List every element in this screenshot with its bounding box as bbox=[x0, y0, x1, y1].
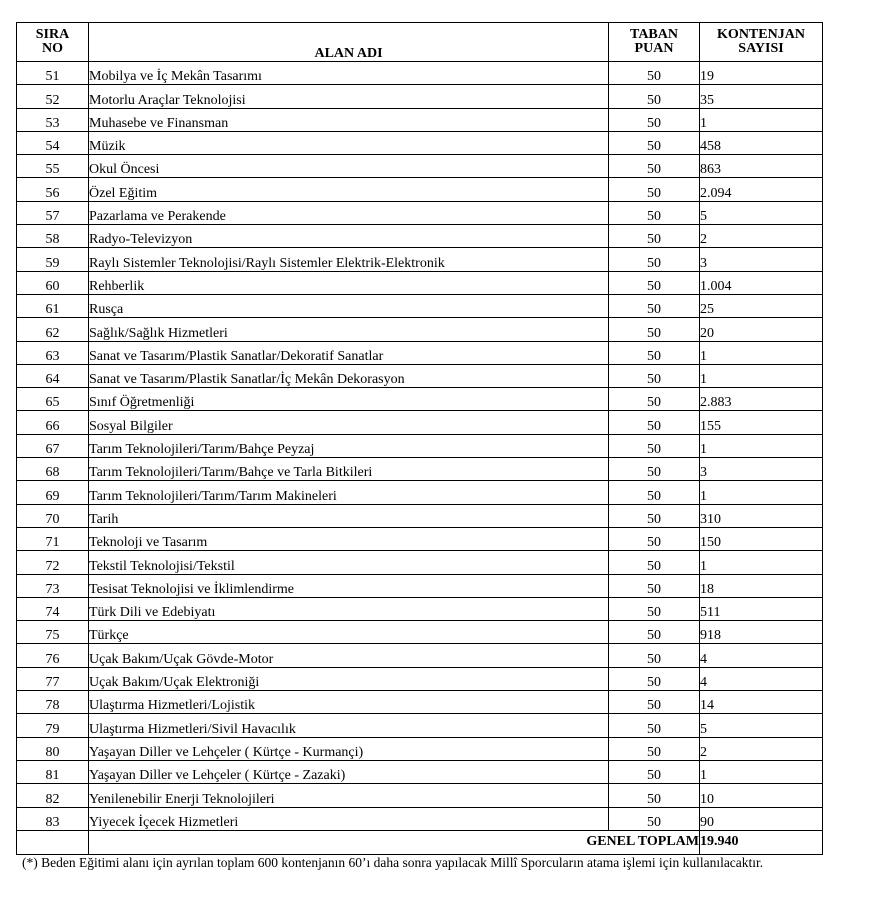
table-row bbox=[17, 85, 823, 108]
cell-taban-puan: 50 bbox=[609, 364, 700, 387]
cell-kontenjan-sayisi: 1 bbox=[700, 760, 823, 783]
table-row bbox=[17, 108, 823, 131]
header-alan-adi: ALAN ADI bbox=[89, 23, 609, 62]
cell-sira-no: 64 bbox=[17, 364, 89, 387]
table-row bbox=[17, 388, 823, 411]
cell-kontenjan-sayisi: 918 bbox=[700, 621, 823, 644]
cell-sira-no: 73 bbox=[17, 574, 89, 597]
cell-sira-no: 76 bbox=[17, 644, 89, 667]
table-row bbox=[17, 691, 823, 714]
cell-alan-adi: Özel Eğitim bbox=[89, 178, 609, 201]
cell-kontenjan-sayisi: 19 bbox=[700, 62, 823, 85]
cell-sira-no: 52 bbox=[17, 85, 89, 108]
table-row bbox=[17, 551, 823, 574]
cell-kontenjan-sayisi: 14 bbox=[700, 691, 823, 714]
cell-kontenjan-sayisi: 5 bbox=[700, 714, 823, 737]
cell-alan-adi: Sanat ve Tasarım/Plastik Sanatlar/İç Mekân Dekorasyon bbox=[89, 364, 609, 387]
cell-alan-adi: Müzik bbox=[89, 131, 609, 154]
cell-sira-no: 77 bbox=[17, 667, 89, 690]
cell-kontenjan-sayisi: 25 bbox=[700, 294, 823, 317]
table-row bbox=[17, 434, 823, 457]
cell-kontenjan-sayisi: 155 bbox=[700, 411, 823, 434]
cell-alan-adi: Mobilya ve İç Mekân Tasarımı bbox=[89, 62, 609, 85]
cell-kontenjan-sayisi: 310 bbox=[700, 504, 823, 527]
cell-sira-no: 80 bbox=[17, 737, 89, 760]
total-value: 19.940 bbox=[700, 830, 823, 854]
cell-sira-no: 54 bbox=[17, 131, 89, 154]
cell-taban-puan: 50 bbox=[609, 411, 700, 434]
cell-kontenjan-sayisi: 4 bbox=[700, 644, 823, 667]
cell-taban-puan: 50 bbox=[609, 155, 700, 178]
cell-taban-puan: 50 bbox=[609, 178, 700, 201]
cell-kontenjan-sayisi: 5 bbox=[700, 201, 823, 224]
cell-kontenjan-sayisi: 1 bbox=[700, 364, 823, 387]
cell-taban-puan: 50 bbox=[609, 691, 700, 714]
table-row bbox=[17, 737, 823, 760]
cell-sira-no: 57 bbox=[17, 201, 89, 224]
table-row bbox=[17, 131, 823, 154]
cell-alan-adi: Tarım Teknolojileri/Tarım/Tarım Makineleri bbox=[89, 481, 609, 504]
cell-alan-adi: Okul Öncesi bbox=[89, 155, 609, 178]
cell-taban-puan: 50 bbox=[609, 131, 700, 154]
cell-kontenjan-sayisi: 3 bbox=[700, 248, 823, 271]
cell-alan-adi: Yiyecek İçecek Hizmetleri bbox=[89, 807, 609, 830]
table-row bbox=[17, 271, 823, 294]
footnote: (*) Beden Eğitimi alanı için ayrılan toplam 600 kontenjanın 60’ı daha sonra yapılacak Millî Sporcuların atama işlemi için kullanılacaktır. bbox=[22, 855, 764, 870]
cell-kontenjan-sayisi: 18 bbox=[700, 574, 823, 597]
cell-kontenjan-sayisi: 1 bbox=[700, 481, 823, 504]
table-body bbox=[17, 62, 823, 831]
cell-sira-no: 65 bbox=[17, 388, 89, 411]
table-row bbox=[17, 667, 823, 690]
cell-alan-adi: Türkçe bbox=[89, 621, 609, 644]
cell-taban-puan: 50 bbox=[609, 807, 700, 830]
cell-alan-adi: Radyo-Televizyon bbox=[89, 225, 609, 248]
cell-kontenjan-sayisi: 2 bbox=[700, 225, 823, 248]
cell-alan-adi: Sağlık/Sağlık Hizmetleri bbox=[89, 318, 609, 341]
table-row bbox=[17, 341, 823, 364]
table-row bbox=[17, 714, 823, 737]
cell-taban-puan: 50 bbox=[609, 714, 700, 737]
cell-alan-adi: Uçak Bakım/Uçak Gövde-Motor bbox=[89, 644, 609, 667]
cell-kontenjan-sayisi: 3 bbox=[700, 458, 823, 481]
cell-kontenjan-sayisi: 2.094 bbox=[700, 178, 823, 201]
cell-sira-no: 62 bbox=[17, 318, 89, 341]
cell-taban-puan: 50 bbox=[609, 760, 700, 783]
cell-sira-no: 69 bbox=[17, 481, 89, 504]
cell-taban-puan: 50 bbox=[609, 271, 700, 294]
cell-taban-puan: 50 bbox=[609, 341, 700, 364]
cell-sira-no: 66 bbox=[17, 411, 89, 434]
cell-sira-no: 67 bbox=[17, 434, 89, 457]
table-row bbox=[17, 201, 823, 224]
table-row bbox=[17, 481, 823, 504]
table-row bbox=[17, 597, 823, 620]
cell-sira-no: 61 bbox=[17, 294, 89, 317]
table-row bbox=[17, 225, 823, 248]
table-header-row bbox=[17, 23, 823, 62]
cell-taban-puan: 50 bbox=[609, 108, 700, 131]
header-taban-puan: TABAN PUAN bbox=[609, 23, 700, 62]
total-row bbox=[17, 830, 823, 854]
cell-alan-adi: Sosyal Bilgiler bbox=[89, 411, 609, 434]
table-row bbox=[17, 364, 823, 387]
cell-sira-no: 75 bbox=[17, 621, 89, 644]
cell-alan-adi: Pazarlama ve Perakende bbox=[89, 201, 609, 224]
cell-taban-puan: 50 bbox=[609, 551, 700, 574]
cell-alan-adi: Rehberlik bbox=[89, 271, 609, 294]
cell-kontenjan-sayisi: 20 bbox=[700, 318, 823, 341]
cell-taban-puan: 50 bbox=[609, 434, 700, 457]
cell-alan-adi: Sanat ve Tasarım/Plastik Sanatlar/Dekoratif Sanatlar bbox=[89, 341, 609, 364]
table-row bbox=[17, 784, 823, 807]
cell-alan-adi: Yaşayan Diller ve Lehçeler ( Kürtçe - Kurmançi) bbox=[89, 737, 609, 760]
table-row bbox=[17, 178, 823, 201]
cell-sira-no: 63 bbox=[17, 341, 89, 364]
cell-alan-adi: Ulaştırma Hizmetleri/Lojistik bbox=[89, 691, 609, 714]
cell-taban-puan: 50 bbox=[609, 621, 700, 644]
cell-taban-puan: 50 bbox=[609, 527, 700, 550]
cell-sira-no: 60 bbox=[17, 271, 89, 294]
cell-alan-adi: Uçak Bakım/Uçak Elektroniği bbox=[89, 667, 609, 690]
cell-taban-puan: 50 bbox=[609, 504, 700, 527]
cell-alan-adi: Raylı Sistemler Teknolojisi/Raylı Sistemler Elektrik-Elektronik bbox=[89, 248, 609, 271]
cell-taban-puan: 50 bbox=[609, 62, 700, 85]
cell-alan-adi: Tarım Teknolojileri/Tarım/Bahçe Peyzaj bbox=[89, 434, 609, 457]
cell-kontenjan-sayisi: 35 bbox=[700, 85, 823, 108]
cell-alan-adi: Sınıf Öğretmenliği bbox=[89, 388, 609, 411]
cell-alan-adi: Tesisat Teknolojisi ve İklimlendirme bbox=[89, 574, 609, 597]
table-row bbox=[17, 621, 823, 644]
cell-taban-puan: 50 bbox=[609, 667, 700, 690]
cell-sira-no: 81 bbox=[17, 760, 89, 783]
cell-taban-puan: 50 bbox=[609, 458, 700, 481]
cell-taban-puan: 50 bbox=[609, 318, 700, 341]
cell-alan-adi: Türk Dili ve Edebiyatı bbox=[89, 597, 609, 620]
table-row bbox=[17, 504, 823, 527]
cell-sira-no: 82 bbox=[17, 784, 89, 807]
cell-taban-puan: 50 bbox=[609, 85, 700, 108]
cell-alan-adi: Tarım Teknolojileri/Tarım/Bahçe ve Tarla Bitkileri bbox=[89, 458, 609, 481]
table-row bbox=[17, 411, 823, 434]
table-row bbox=[17, 760, 823, 783]
cell-alan-adi: Tarih bbox=[89, 504, 609, 527]
cell-taban-puan: 50 bbox=[609, 294, 700, 317]
cell-taban-puan: 50 bbox=[609, 248, 700, 271]
cell-sira-no: 68 bbox=[17, 458, 89, 481]
cell-kontenjan-sayisi: 1 bbox=[700, 341, 823, 364]
cell-kontenjan-sayisi: 1 bbox=[700, 108, 823, 131]
cell-sira-no: 59 bbox=[17, 248, 89, 271]
cell-alan-adi: Rusça bbox=[89, 294, 609, 317]
cell-sira-no: 56 bbox=[17, 178, 89, 201]
cell-sira-no: 53 bbox=[17, 108, 89, 131]
header-kontenjan-sayisi: KONTENJAN SAYISI bbox=[700, 23, 823, 62]
cell-kontenjan-sayisi: 1 bbox=[700, 434, 823, 457]
cell-taban-puan: 50 bbox=[609, 574, 700, 597]
cell-alan-adi: Ulaştırma Hizmetleri/Sivil Havacılık bbox=[89, 714, 609, 737]
cell-sira-no: 83 bbox=[17, 807, 89, 830]
cell-taban-puan: 50 bbox=[609, 481, 700, 504]
cell-taban-puan: 50 bbox=[609, 644, 700, 667]
table-row bbox=[17, 458, 823, 481]
quota-table bbox=[16, 22, 823, 855]
cell-alan-adi: Muhasebe ve Finansman bbox=[89, 108, 609, 131]
cell-sira-no: 78 bbox=[17, 691, 89, 714]
cell-kontenjan-sayisi: 2.883 bbox=[700, 388, 823, 411]
cell-kontenjan-sayisi: 2 bbox=[700, 737, 823, 760]
cell-taban-puan: 50 bbox=[609, 201, 700, 224]
cell-taban-puan: 50 bbox=[609, 597, 700, 620]
cell-alan-adi: Yaşayan Diller ve Lehçeler ( Kürtçe - Zazaki) bbox=[89, 760, 609, 783]
cell-sira-no: 71 bbox=[17, 527, 89, 550]
total-blank-cell bbox=[17, 830, 89, 854]
table-row bbox=[17, 248, 823, 271]
table-row bbox=[17, 644, 823, 667]
cell-sira-no: 70 bbox=[17, 504, 89, 527]
table-row bbox=[17, 62, 823, 85]
table-row bbox=[17, 574, 823, 597]
cell-sira-no: 72 bbox=[17, 551, 89, 574]
cell-sira-no: 58 bbox=[17, 225, 89, 248]
cell-kontenjan-sayisi: 4 bbox=[700, 667, 823, 690]
cell-alan-adi: Teknoloji ve Tasarım bbox=[89, 527, 609, 550]
table-row bbox=[17, 155, 823, 178]
cell-sira-no: 51 bbox=[17, 62, 89, 85]
cell-kontenjan-sayisi: 863 bbox=[700, 155, 823, 178]
cell-taban-puan: 50 bbox=[609, 388, 700, 411]
cell-sira-no: 55 bbox=[17, 155, 89, 178]
cell-kontenjan-sayisi: 10 bbox=[700, 784, 823, 807]
cell-kontenjan-sayisi: 511 bbox=[700, 597, 823, 620]
cell-kontenjan-sayisi: 458 bbox=[700, 131, 823, 154]
cell-alan-adi: Motorlu Araçlar Teknolojisi bbox=[89, 85, 609, 108]
header-sira-no: SIRA NO bbox=[17, 23, 89, 62]
cell-taban-puan: 50 bbox=[609, 737, 700, 760]
cell-taban-puan: 50 bbox=[609, 225, 700, 248]
cell-kontenjan-sayisi: 1.004 bbox=[700, 271, 823, 294]
table-row bbox=[17, 807, 823, 830]
cell-alan-adi: Yenilenebilir Enerji Teknolojileri bbox=[89, 784, 609, 807]
cell-taban-puan: 50 bbox=[609, 784, 700, 807]
cell-kontenjan-sayisi: 1 bbox=[700, 551, 823, 574]
cell-sira-no: 74 bbox=[17, 597, 89, 620]
table-row bbox=[17, 318, 823, 341]
cell-kontenjan-sayisi: 90 bbox=[700, 807, 823, 830]
total-label: GENEL TOPLAM bbox=[89, 830, 700, 854]
table-row bbox=[17, 294, 823, 317]
table-row bbox=[17, 527, 823, 550]
cell-alan-adi: Tekstil Teknolojisi/Tekstil bbox=[89, 551, 609, 574]
cell-kontenjan-sayisi: 150 bbox=[700, 527, 823, 550]
cell-sira-no: 79 bbox=[17, 714, 89, 737]
